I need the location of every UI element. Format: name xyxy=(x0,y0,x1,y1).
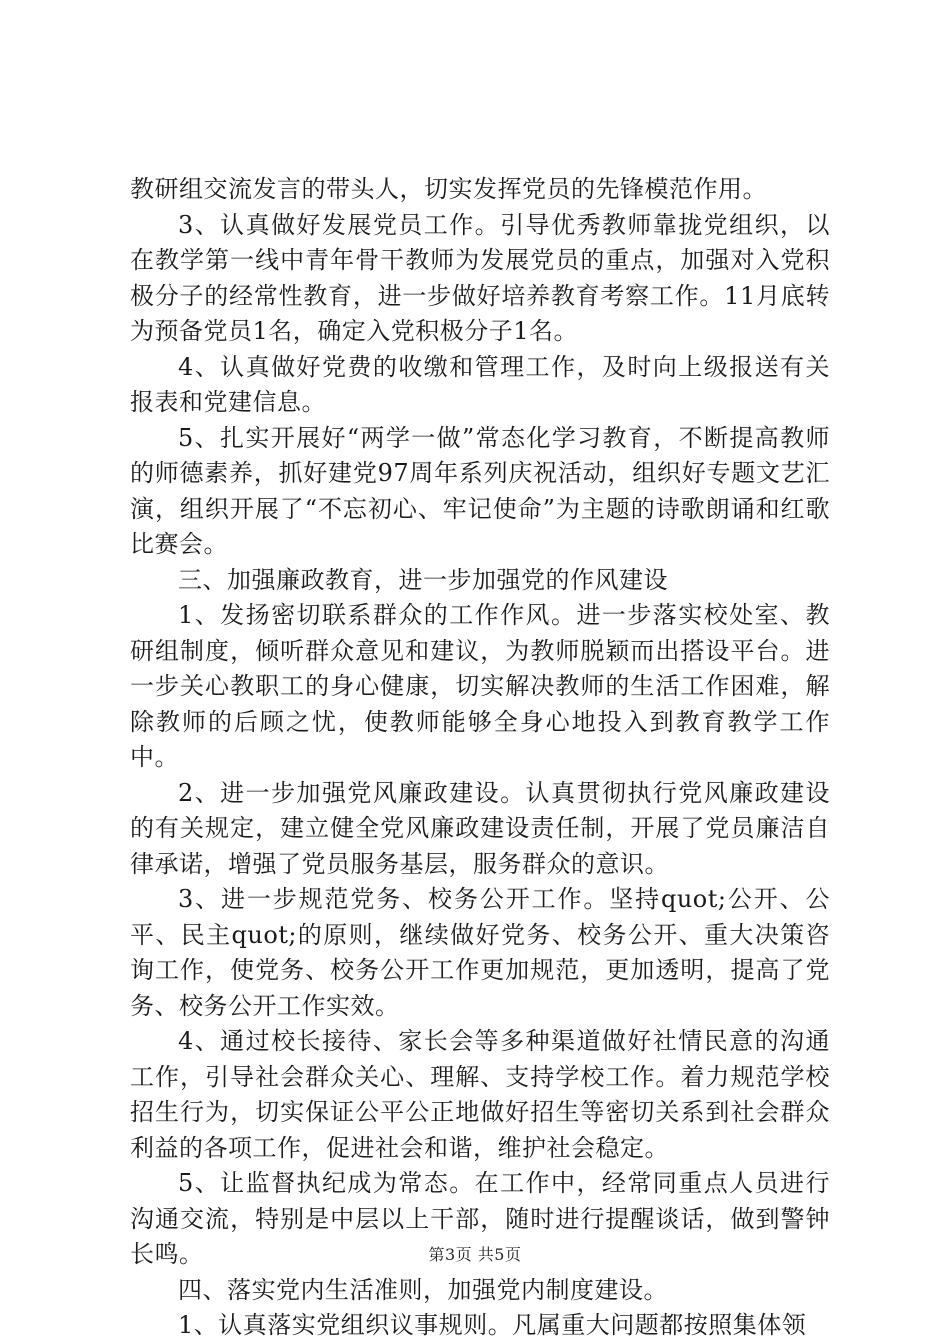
paragraph-8: 3、进一步规范党务、校务公开工作。坚持quot;公开、公平、民主quot;的原则，继续做好党务、校务公开、重大决策咨询工作，使党务、校务公开工作更加规范，更加透明，提高了党务、校务公开工作实效。 xyxy=(130,885,830,1020)
paragraph-6: 1、发扬密切联系群众的工作作风。进一步落实校处室、教研组制度，倾听群众意见和建议，为教师脱颖而出搭设平台。进一步关心教职工的身心健康，切实解决教师的生活工作困难，解除教师的后顾之忧，使教师能够全身心地投入到教育教学工作中。 xyxy=(130,601,830,771)
paragraph-2: 3、认真做好发展党员工作。引导优秀教师靠拢党组织，以在教学第一线中青年骨干教师为发展党员的重点，加强对入党积极分子的经常性教育，进一步做好培养教育考察工作。11月底转为预备党员1名，确定入党积极分子1名。 xyxy=(130,210,830,345)
paragraph-9: 4、通过校长接待、家长会等多种渠道做好社情民意的沟通工作，引导社会群众关心、理解、支持学校工作。着力规范学校招生行为，切实保证公平公正地做好招生等密切关系到社会群众利益的各项工作，促进社会和谐，维护社会稳定。 xyxy=(130,1027,830,1162)
paragraph-1: 教研组交流发言的带头人，切实发挥党员的先锋模范作用。 xyxy=(130,175,767,203)
section-heading-3: 三、加强廉政教育，进一步加强党的作风建设 xyxy=(178,565,668,594)
paragraph-12: 1、认真落实党组织议事规则。凡属重大问题都按照集体领 xyxy=(178,1311,807,1339)
page-number-footer: 第3页 共5页 xyxy=(428,1245,522,1264)
paragraph-4: 5、扎实开展好“两学一做”常态化学习教育，不断提高教师的师德素养，抓好建党97周年系列庆祝活动，组织好专题文艺汇演，组织开展了“不忘初心、牢记使命”为主题的诗歌朗诵和红歌比赛会。 xyxy=(130,423,830,558)
paragraph-10: 5、让监督执纪成为常态。在工作中，经常同重点人员进行沟通交流，特别是中层以上干部，随时进行提醒谈话，做到警钟长鸣。 xyxy=(130,1169,830,1268)
section-heading-4: 四、落实党内生活准则，加强党内制度建设。 xyxy=(178,1275,668,1304)
document-body xyxy=(130,172,830,1344)
paragraph-7: 2、进一步加强党风廉政建设。认真贯彻执行党风廉政建设的有关规定，建立健全党风廉政建设责任制，开展了党员廉洁自律承诺，增强了党员服务基层，服务群众的意识。 xyxy=(130,778,830,878)
paragraph-3: 4、认真做好党费的收缴和管理工作，及时向上级报送有关报表和党建信息。 xyxy=(130,352,830,416)
